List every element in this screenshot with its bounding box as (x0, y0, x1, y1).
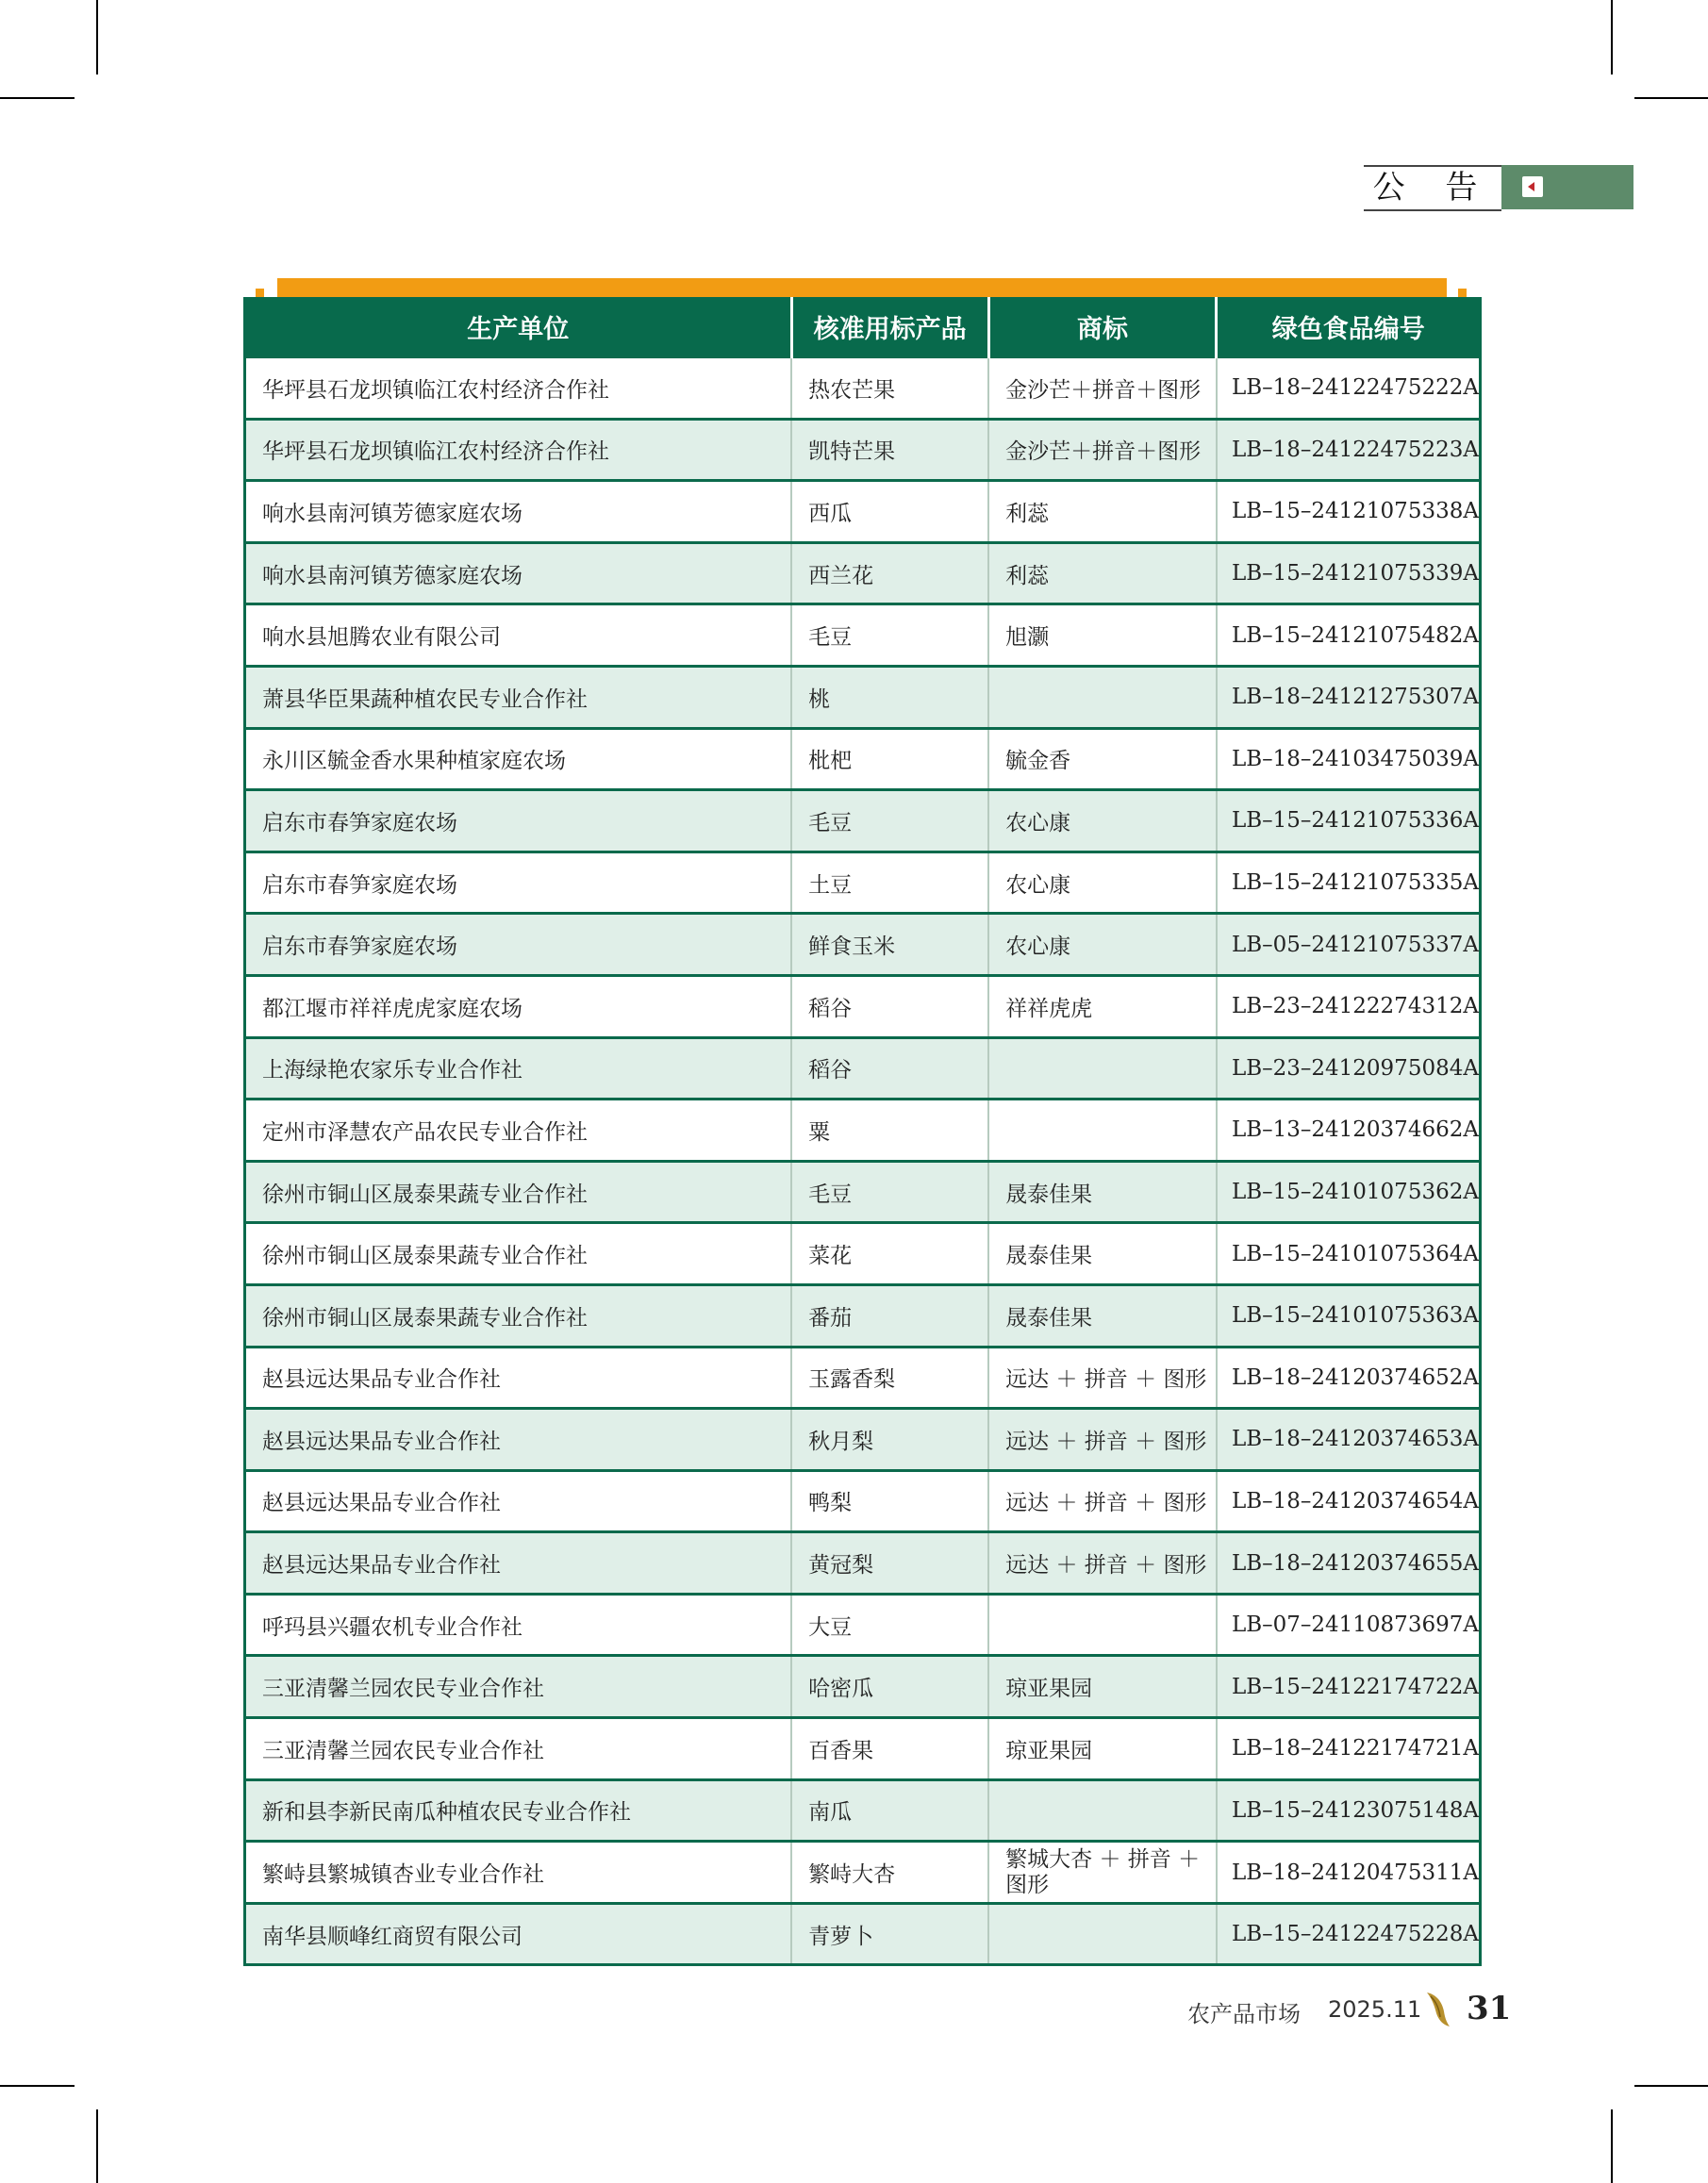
number-cell: LB–15–24122475228A (1217, 1903, 1481, 1965)
producer-cell: 徐州市铜山区晟泰果蔬专业合作社 (245, 1284, 792, 1347)
product-cell: 毛豆 (791, 604, 988, 667)
number-cell: LB–18–24121275307A (1217, 666, 1481, 728)
table-row (245, 419, 1481, 481)
table-row (245, 666, 1481, 728)
table-row (245, 481, 1481, 543)
number-cell: LB–18–24120475311A (1217, 1842, 1481, 1904)
product-cell: 桃 (791, 666, 988, 728)
table-row (245, 728, 1481, 790)
number-cell: LB–15–24122174722A (1217, 1656, 1481, 1718)
number-cell: LB–23–24120975084A (1217, 1037, 1481, 1100)
table-row (245, 1161, 1481, 1223)
table-row (245, 790, 1481, 852)
number-cell: LB–07–24110873697A (1217, 1594, 1481, 1656)
trademark-cell: 晟泰佳果 (988, 1284, 1217, 1347)
producer-cell: 华坪县石龙坝镇临江农村经济合作社 (245, 357, 792, 420)
producer-cell: 繁峙县繁城镇杏业专业合作社 (245, 1842, 792, 1904)
trademark-cell: 毓金香 (988, 728, 1217, 790)
corner-dot (256, 289, 264, 297)
number-cell: LB–18–24120374654A (1217, 1470, 1481, 1532)
table-row (245, 542, 1481, 604)
number-cell: LB–13–24120374662A (1217, 1100, 1481, 1162)
producer-cell: 定州市泽慧农产品农民专业合作社 (245, 1100, 792, 1162)
trademark-cell: 琼亚果园 (988, 1718, 1217, 1780)
product-cell: 毛豆 (791, 790, 988, 852)
trademark-cell: 琼亚果园 (988, 1656, 1217, 1718)
leaf-logo-icon (1423, 1989, 1451, 2028)
number-cell: LB–23–24122274312A (1217, 975, 1481, 1037)
table-row (245, 852, 1481, 914)
table-top-bar (277, 278, 1447, 297)
product-cell: 枇杷 (791, 728, 988, 790)
crop-mark (0, 2085, 75, 2087)
section-title: 公 告 (1364, 165, 1501, 211)
trademark-cell: 旭灏 (988, 604, 1217, 667)
table-row (245, 1903, 1481, 1965)
number-cell: LB–15–24121075336A (1217, 790, 1481, 852)
product-cell: 番茄 (791, 1284, 988, 1347)
number-cell: LB–18–24120374655A (1217, 1532, 1481, 1595)
trademark-cell: 祥祥虎虎 (988, 975, 1217, 1037)
crop-mark (96, 0, 98, 74)
producer-cell: 启东市春笋家庭农场 (245, 852, 792, 914)
number-cell: LB–18–24122475223A (1217, 419, 1481, 481)
trademark-cell: 晟泰佳果 (988, 1161, 1217, 1223)
table-row (245, 1656, 1481, 1718)
product-cell: 凯特芒果 (791, 419, 988, 481)
producer-cell: 徐州市铜山区晟泰果蔬专业合作社 (245, 1161, 792, 1223)
producer-cell: 响水县南河镇芳德家庭农场 (245, 542, 792, 604)
number-cell: LB–15–24123075148A (1217, 1779, 1481, 1842)
table-row (245, 1779, 1481, 1842)
number-cell: LB–15–24101075362A (1217, 1161, 1481, 1223)
trademark-cell: 农心康 (988, 790, 1217, 852)
number-cell: LB–15–24101075363A (1217, 1284, 1481, 1347)
product-cell: 南瓜 (791, 1779, 988, 1842)
producer-cell: 永川区毓金香水果种植家庭农场 (245, 728, 792, 790)
trademark-cell (988, 1100, 1217, 1162)
table-row (245, 1223, 1481, 1285)
trademark-cell: 金沙芒＋拼音＋图形 (988, 419, 1217, 481)
product-cell: 稻谷 (791, 1037, 988, 1100)
crop-mark (1634, 97, 1708, 99)
product-cell: 热农芒果 (791, 357, 988, 420)
header-producer: 生产单位 (245, 297, 792, 357)
crop-mark (1611, 2109, 1613, 2183)
number-cell: LB–18–24103475039A (1217, 728, 1481, 790)
producer-cell: 呼玛县兴疆农机专业合作社 (245, 1594, 792, 1656)
producer-cell: 响水县旭腾农业有限公司 (245, 604, 792, 667)
header-product: 核准用标产品 (791, 297, 988, 357)
trademark-cell: 利蕊 (988, 481, 1217, 543)
number-cell: LB–18–24122475222A (1217, 357, 1481, 420)
number-cell: LB–15–24121075335A (1217, 852, 1481, 914)
producer-cell: 徐州市铜山区晟泰果蔬专业合作社 (245, 1223, 792, 1285)
product-cell: 繁峙大杏 (791, 1842, 988, 1904)
issue-date: 2025.11 (1328, 1996, 1422, 2023)
number-cell: LB–18–24120374653A (1217, 1409, 1481, 1471)
table-row (245, 1284, 1481, 1347)
crop-mark (96, 2109, 98, 2183)
product-cell: 稻谷 (791, 975, 988, 1037)
number-cell: LB–05–24121075337A (1217, 914, 1481, 976)
product-cell: 土豆 (791, 852, 988, 914)
number-cell: LB–15–24121075482A (1217, 604, 1481, 667)
trademark-cell (988, 1903, 1217, 1965)
producer-cell: 新和县李新民南瓜种植农民专业合作社 (245, 1779, 792, 1842)
number-cell: LB–18–24120374652A (1217, 1347, 1481, 1409)
producer-cell: 华坪县石龙坝镇临江农村经济合作社 (245, 419, 792, 481)
producer-cell: 赵县远达果品专业合作社 (245, 1409, 792, 1471)
product-cell: 大豆 (791, 1594, 988, 1656)
table-row (245, 1347, 1481, 1409)
trademark-cell: 繁城大杏 ＋ 拼音 ＋ 图形 (988, 1842, 1217, 1904)
crop-mark (0, 97, 75, 99)
product-cell: 菜花 (791, 1223, 988, 1285)
producer-cell: 三亚清馨兰园农民专业合作社 (245, 1656, 792, 1718)
producer-cell: 启东市春笋家庭农场 (245, 790, 792, 852)
trademark-cell: 利蕊 (988, 542, 1217, 604)
page-number: 31 (1467, 1990, 1512, 2027)
crop-mark (1611, 0, 1613, 74)
product-cell: 青萝卜 (791, 1903, 988, 1965)
trademark-cell (988, 666, 1217, 728)
producer-cell: 萧县华臣果蔬种植农民专业合作社 (245, 666, 792, 728)
product-cell: 百香果 (791, 1718, 988, 1780)
product-cell: 鲜食玉米 (791, 914, 988, 976)
header-trademark: 商标 (988, 297, 1217, 357)
producer-cell: 上海绿艳农家乐专业合作社 (245, 1037, 792, 1100)
producer-cell: 赵县远达果品专业合作社 (245, 1532, 792, 1595)
trademark-cell: 晟泰佳果 (988, 1223, 1217, 1285)
table-row (245, 1037, 1481, 1100)
producer-cell: 赵县远达果品专业合作社 (245, 1470, 792, 1532)
trademark-cell: 农心康 (988, 852, 1217, 914)
table-header-row (245, 297, 1481, 357)
triangle-marker-icon (1522, 176, 1543, 197)
product-cell: 粟 (791, 1100, 988, 1162)
trademark-cell: 金沙芒＋拼音＋图形 (988, 357, 1217, 420)
product-cell: 黄冠梨 (791, 1532, 988, 1595)
trademark-cell (988, 1594, 1217, 1656)
number-cell: LB–18–24122174721A (1217, 1718, 1481, 1780)
magazine-name: 农产品市场 (1187, 2001, 1301, 2027)
table-row (245, 604, 1481, 667)
producer-cell: 响水县南河镇芳德家庭农场 (245, 481, 792, 543)
table-row (245, 1409, 1481, 1471)
table-row (245, 1718, 1481, 1780)
crop-mark (1634, 2085, 1708, 2087)
producer-cell: 南华县顺峰红商贸有限公司 (245, 1903, 792, 1965)
producer-cell: 都江堰市祥祥虎虎家庭农场 (245, 975, 792, 1037)
table-row (245, 1842, 1481, 1904)
trademark-cell: 远达 ＋ 拼音 ＋ 图形 (988, 1470, 1217, 1532)
table-row (245, 1594, 1481, 1656)
table-row (245, 1532, 1481, 1595)
producer-cell: 启东市春笋家庭农场 (245, 914, 792, 976)
product-cell: 玉露香梨 (791, 1347, 988, 1409)
product-cell: 秋月梨 (791, 1409, 988, 1471)
green-food-table (243, 297, 1482, 1966)
trademark-cell: 远达 ＋ 拼音 ＋ 图形 (988, 1347, 1217, 1409)
number-cell: LB–15–24101075364A (1217, 1223, 1481, 1285)
product-cell: 西兰花 (791, 542, 988, 604)
table-row (245, 914, 1481, 976)
producer-cell: 赵县远达果品专业合作社 (245, 1347, 792, 1409)
number-cell: LB–15–24121075339A (1217, 542, 1481, 604)
trademark-cell: 农心康 (988, 914, 1217, 976)
producer-cell: 三亚清馨兰园农民专业合作社 (245, 1718, 792, 1780)
product-cell: 毛豆 (791, 1161, 988, 1223)
trademark-cell (988, 1779, 1217, 1842)
table-row (245, 975, 1481, 1037)
number-cell: LB–15–24121075338A (1217, 481, 1481, 543)
header-number: 绿色食品编号 (1217, 297, 1481, 357)
corner-dot (1458, 289, 1467, 297)
product-cell: 哈密瓜 (791, 1656, 988, 1718)
product-cell: 鸭梨 (791, 1470, 988, 1532)
table-row (245, 357, 1481, 420)
table-row (245, 1470, 1481, 1532)
trademark-cell: 远达 ＋ 拼音 ＋ 图形 (988, 1532, 1217, 1595)
product-cell: 西瓜 (791, 481, 988, 543)
table-row (245, 1100, 1481, 1162)
trademark-cell (988, 1037, 1217, 1100)
trademark-cell: 远达 ＋ 拼音 ＋ 图形 (988, 1409, 1217, 1471)
section-band (1501, 165, 1633, 209)
